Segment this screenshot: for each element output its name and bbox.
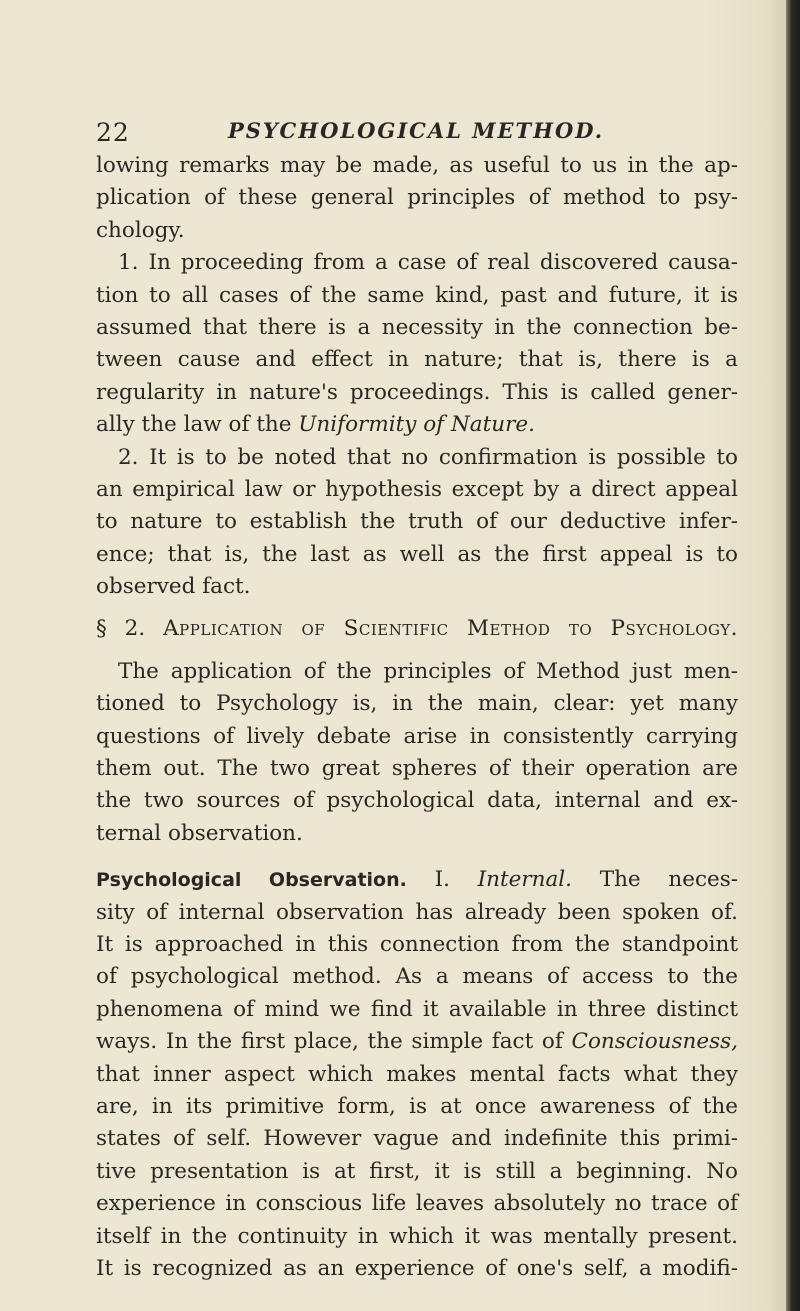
text-line: 1. In proceeding from a case of real discovered causa- [118, 250, 738, 276]
text-line: sity of internal observation has already been spoken of. [96, 899, 738, 925]
text-line: tion to all cases of the same kind, past and future, it is [96, 282, 738, 308]
text-line: 2. It is to be noted that no confirmation is possible to [118, 444, 738, 470]
text-line: them out. The two great spheres of their operation are [96, 756, 738, 782]
text-line: states of self. However vague and indefinite this primi- [96, 1126, 738, 1152]
text-line: plication of these general principles of method to psy- [96, 185, 738, 211]
page-header [96, 118, 736, 154]
text-line: tioned to Psychology is, in the main, clear: yet many [96, 691, 738, 717]
section-number: § 2. [96, 616, 146, 642]
text-line: It is recognized as an experience of one's self, a modifi- [96, 1255, 738, 1281]
text-run: The neces- [572, 867, 739, 893]
text-line: It is approached in this connection from the standpoint [96, 931, 738, 957]
text-line: phenomena of mind we find it available in three distinct [96, 996, 738, 1022]
page-edge-shadow [786, 0, 800, 1311]
page-number: 22 [96, 118, 130, 147]
text-line: observed fact. [96, 574, 251, 600]
text-line: The application of the principles of Method just men- [118, 658, 738, 684]
text-line [96, 409, 738, 441]
text-run: ally the law of the [96, 412, 299, 438]
italic-term: Consciousness, [571, 1029, 738, 1055]
text-line: experience in conscious life leaves absolutely no trace of [96, 1191, 738, 1217]
text-line: are, in its primitive form, is at once awareness of the [96, 1093, 738, 1119]
body-text [96, 150, 738, 1285]
text-line: an empirical law or hypothesis except by a direct appeal [96, 476, 738, 502]
section-heading [96, 613, 738, 645]
text-line: lowing remarks may be made, as useful to us in the ap- [96, 153, 738, 178]
text-line: that inner aspect which makes mental facts what they [96, 1061, 738, 1087]
text-line: questions of lively debate arise in consistently carrying [96, 723, 738, 749]
text-line: of psychological method. As a means of access to the [96, 964, 738, 990]
text-line: itself in the continuity in which it was mentally present. [96, 1223, 738, 1249]
text-line: chology. [96, 217, 185, 243]
text-run: I. [406, 867, 478, 893]
text-line: the two sources of psychological data, internal and ex- [96, 788, 738, 814]
italic-term: Internal. [477, 867, 572, 893]
text-line [96, 864, 738, 896]
section-title: Application of Scientific Method to Psychology. [163, 616, 738, 642]
sidehead: Psychological Observation. [96, 869, 407, 892]
text-line: to nature to establish the truth of our deductive infer- [96, 509, 738, 535]
text-line: tween cause and effect in nature; that is, there is a [96, 347, 738, 373]
text-line: assumed that there is a necessity in the connection be- [96, 314, 738, 340]
text-line: ternal observation. [96, 820, 303, 846]
running-title: PSYCHOLOGICAL METHOD. [227, 118, 605, 143]
text-line: ence; that is, the last as well as the first appeal is to [96, 541, 738, 567]
italic-term: Uniformity of Nature. [298, 412, 535, 438]
text-run: ways. In the first place, the simple fact of [96, 1029, 572, 1055]
text-line [96, 1026, 738, 1058]
text-line: tive presentation is at first, it is still a beginning. No [96, 1158, 738, 1184]
text-line: regularity in nature's proceedings. This is called gener- [96, 379, 738, 405]
